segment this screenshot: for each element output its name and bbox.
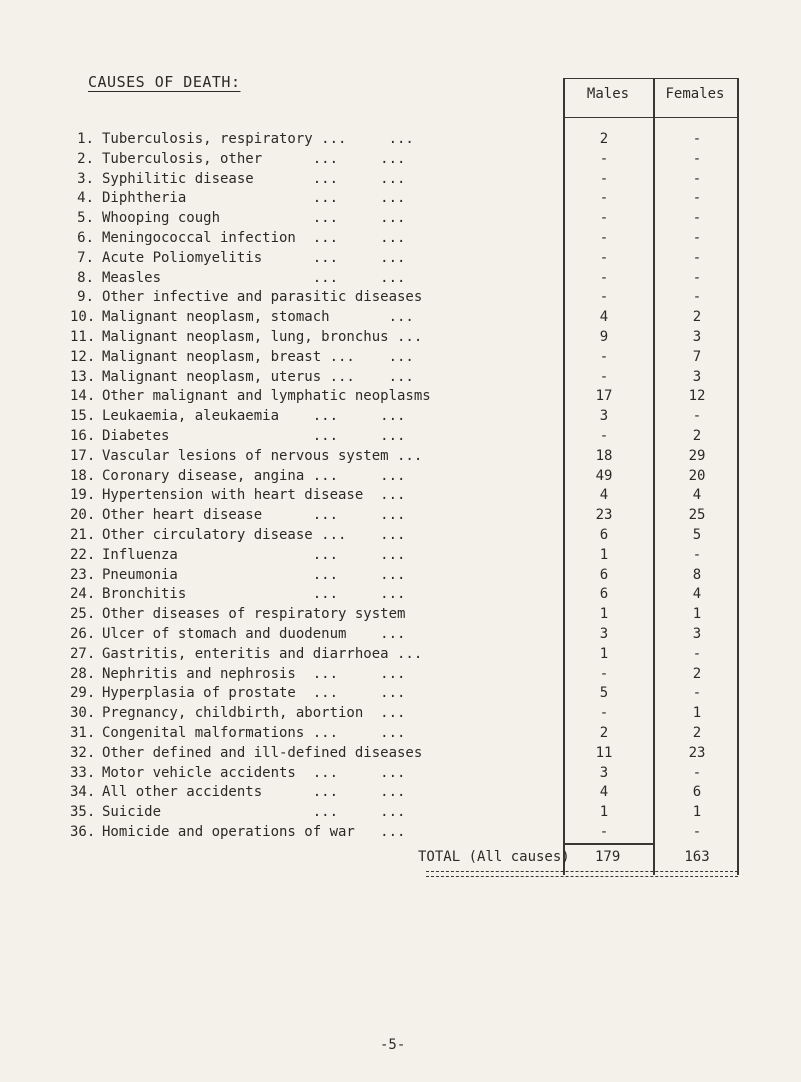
males-value: 1	[599, 804, 609, 821]
males-value: 18	[595, 447, 613, 464]
table-row	[70, 249, 770, 269]
cause-label: Malignant neoplasm, uterus ... ...	[102, 368, 414, 385]
males-value: 4	[599, 309, 609, 326]
females-value: -	[692, 823, 702, 840]
cause-label: Hypertension with heart disease ...	[102, 487, 406, 504]
row-number: 9.	[77, 289, 94, 306]
cause-label: Congenital malformations ... ...	[102, 724, 406, 741]
total-separator	[563, 843, 653, 845]
cause-label: Measles ... ...	[102, 269, 406, 286]
females-value: 2	[692, 309, 702, 326]
row-number: 8.	[77, 269, 94, 286]
females-value: -	[692, 764, 702, 781]
cause-label: Ulcer of stomach and duodenum ...	[102, 625, 406, 642]
cause-label: Homicide and operations of war ...	[102, 823, 406, 840]
table-row	[70, 665, 770, 685]
table-row	[70, 546, 770, 566]
females-value: -	[692, 190, 702, 207]
table-row	[70, 724, 770, 744]
females-value: 5	[692, 526, 702, 543]
row-number: 6.	[77, 229, 94, 246]
females-value: -	[692, 546, 702, 563]
females-value: 1	[692, 804, 702, 821]
causes-table	[70, 130, 770, 843]
females-value: -	[692, 210, 702, 227]
table-row	[70, 823, 770, 843]
row-number: 3.	[77, 170, 94, 187]
table-row	[70, 229, 770, 249]
cause-label: Influenza ... ...	[102, 546, 406, 563]
cause-label: All other accidents ... ...	[102, 784, 406, 801]
table-row	[70, 506, 770, 526]
males-value: -	[599, 269, 609, 286]
cause-label: Other circulatory disease ... ...	[102, 526, 406, 543]
row-number: 7.	[77, 249, 94, 266]
cause-label: Suicide ... ...	[102, 804, 406, 821]
females-value: 3	[692, 625, 702, 642]
table-row	[70, 447, 770, 467]
females-value: 4	[692, 586, 702, 603]
row-number: 23.	[70, 566, 96, 583]
table-row	[70, 684, 770, 704]
males-value: -	[599, 150, 609, 167]
males-value: 4	[599, 487, 609, 504]
table-row	[70, 170, 770, 190]
males-value: 6	[599, 526, 609, 543]
row-number: 35.	[70, 804, 96, 821]
males-value: 49	[595, 467, 613, 484]
cause-label: Other diseases of respiratory system	[102, 606, 406, 623]
table-row	[70, 704, 770, 724]
row-number: 33.	[70, 764, 96, 781]
table-row	[70, 427, 770, 447]
row-number: 11.	[70, 328, 96, 345]
cause-label: Pregnancy, childbirth, abortion ...	[102, 705, 406, 722]
females-value: 8	[692, 566, 702, 583]
row-number: 1.	[77, 131, 94, 147]
males-value: -	[599, 705, 609, 722]
total-males-value: 179	[595, 849, 621, 865]
row-number: 4.	[77, 190, 94, 207]
males-value: -	[599, 427, 609, 444]
males-value: -	[599, 229, 609, 246]
row-number: 34.	[70, 784, 96, 801]
row-number: 27.	[70, 645, 96, 662]
cause-label: Malignant neoplasm, stomach ...	[102, 309, 414, 326]
males-value: 5	[599, 685, 609, 702]
males-value: 1	[599, 606, 609, 623]
row-number: 13.	[70, 368, 96, 385]
males-value: 17	[595, 388, 613, 405]
table-row	[70, 625, 770, 645]
cause-label: Malignant neoplasm, lung, bronchus ...	[102, 328, 423, 345]
page-number: -5-	[380, 1037, 406, 1053]
cause-label: Leukaemia, aleukaemia ... ...	[102, 408, 406, 425]
cause-label: Whooping cough ... ...	[102, 210, 406, 227]
cause-label: Other malignant and lymphatic neoplasms	[102, 388, 431, 405]
table-row	[70, 387, 770, 407]
row-number: 19.	[70, 487, 96, 504]
row-number: 32.	[70, 744, 96, 761]
table-row	[70, 407, 770, 427]
females-value: 23	[688, 744, 706, 761]
females-value: 29	[688, 447, 706, 464]
females-value: 4	[692, 487, 702, 504]
cause-label: Bronchitis ... ...	[102, 586, 406, 603]
row-number: 5.	[77, 210, 94, 227]
females-value: 25	[688, 507, 706, 524]
row-number: 25.	[70, 606, 96, 623]
row-number: 10.	[70, 309, 96, 326]
females-value: 6	[692, 784, 702, 801]
females-value: -	[692, 249, 702, 266]
females-value: 3	[692, 368, 702, 385]
row-number: 17.	[70, 447, 96, 464]
males-value: 3	[599, 625, 609, 642]
males-value: -	[599, 348, 609, 365]
females-value: -	[692, 645, 702, 662]
females-value: -	[692, 131, 702, 147]
males-value: 6	[599, 586, 609, 603]
cause-label: Hyperplasia of prostate ... ...	[102, 685, 406, 702]
row-number: 20.	[70, 507, 96, 524]
row-number: 22.	[70, 546, 96, 563]
row-number: 2.	[77, 150, 94, 167]
cause-label: Other defined and ill-defined diseases	[102, 744, 423, 761]
males-value: -	[599, 823, 609, 840]
table-row	[70, 348, 770, 368]
females-value: 1	[692, 705, 702, 722]
cause-label: Syphilitic disease ... ...	[102, 170, 406, 187]
cause-label: Motor vehicle accidents ... ...	[102, 764, 406, 781]
row-number: 26.	[70, 625, 96, 642]
males-value: -	[599, 210, 609, 227]
cause-label: Tuberculosis, respiratory ... ...	[102, 131, 414, 147]
males-value: -	[599, 368, 609, 385]
cause-label: Malignant neoplasm, breast ... ...	[102, 348, 414, 365]
females-value: 3	[692, 328, 702, 345]
males-value: -	[599, 190, 609, 207]
males-value: 2	[599, 724, 609, 741]
males-value: 1	[599, 546, 609, 563]
females-value: -	[692, 269, 702, 286]
row-number: 31.	[70, 724, 96, 741]
table-row	[70, 645, 770, 665]
page-heading: CAUSES OF DEATH:	[88, 73, 241, 91]
total-double-rule	[426, 871, 738, 877]
table-row	[70, 308, 770, 328]
cause-label: Tuberculosis, other ... ...	[102, 150, 406, 167]
row-number: 36.	[70, 823, 96, 840]
males-value: 3	[599, 764, 609, 781]
row-number: 21.	[70, 526, 96, 543]
table-row	[70, 605, 770, 625]
table-row	[70, 585, 770, 605]
row-number: 14.	[70, 388, 96, 405]
cause-label: Nephritis and nephrosis ... ...	[102, 665, 406, 682]
females-value: 2	[692, 427, 702, 444]
cause-label: Acute Poliomyelitis ... ...	[102, 249, 406, 266]
cause-label: Meningococcal infection ... ...	[102, 229, 406, 246]
row-number: 18.	[70, 467, 96, 484]
females-value: -	[692, 170, 702, 187]
table-row	[70, 209, 770, 229]
males-value: 23	[595, 507, 613, 524]
males-value: 1	[599, 645, 609, 662]
males-column-header: Males	[586, 86, 630, 102]
table-row	[70, 744, 770, 764]
row-number: 29.	[70, 685, 96, 702]
table-row	[70, 288, 770, 308]
males-value: -	[599, 665, 609, 682]
row-number: 16.	[70, 427, 96, 444]
males-value: -	[599, 170, 609, 187]
males-value: -	[599, 289, 609, 306]
males-value: 4	[599, 784, 609, 801]
males-value: 9	[599, 328, 609, 345]
females-value: 2	[692, 724, 702, 741]
cause-label: Diabetes ... ...	[102, 427, 406, 444]
table-row	[70, 130, 770, 150]
cause-label: Coronary disease, angina ... ...	[102, 467, 406, 484]
table-row	[70, 189, 770, 209]
table-row	[70, 764, 770, 784]
females-value: -	[692, 408, 702, 425]
females-value: 20	[688, 467, 706, 484]
males-value: 11	[595, 744, 613, 761]
cause-label: Other infective and parasitic diseases	[102, 289, 423, 306]
row-number: 24.	[70, 586, 96, 603]
cause-label: Gastritis, enteritis and diarrhoea ...	[102, 645, 423, 662]
females-value: -	[692, 229, 702, 246]
females-value: 2	[692, 665, 702, 682]
females-value: -	[692, 150, 702, 167]
table-row	[70, 467, 770, 487]
table-row	[70, 783, 770, 803]
females-value: -	[692, 685, 702, 702]
cause-label: Other heart disease ... ...	[102, 507, 406, 524]
males-value: -	[599, 249, 609, 266]
row-number: 15.	[70, 408, 96, 425]
table-row	[70, 566, 770, 586]
males-value: 6	[599, 566, 609, 583]
row-number: 30.	[70, 705, 96, 722]
total-females-value: 163	[684, 849, 710, 865]
females-value: 1	[692, 606, 702, 623]
table-row	[70, 368, 770, 388]
total-label: TOTAL (All causes)	[418, 849, 570, 865]
table-row	[70, 269, 770, 289]
males-value: 3	[599, 408, 609, 425]
table-row	[70, 150, 770, 170]
table-row	[70, 486, 770, 506]
cause-label: Vascular lesions of nervous system ...	[102, 447, 423, 464]
row-number: 28.	[70, 665, 96, 682]
females-value: -	[692, 289, 702, 306]
females-column-header: Females	[665, 86, 725, 102]
table-row	[70, 803, 770, 823]
females-value: 12	[688, 388, 706, 405]
females-value: 7	[692, 348, 702, 365]
table-row	[70, 526, 770, 546]
row-number: 12.	[70, 348, 96, 365]
males-value: 2	[599, 131, 609, 147]
cause-label: Pneumonia ... ...	[102, 566, 406, 583]
table-row	[70, 328, 770, 348]
cause-label: Diphtheria ... ...	[102, 190, 406, 207]
